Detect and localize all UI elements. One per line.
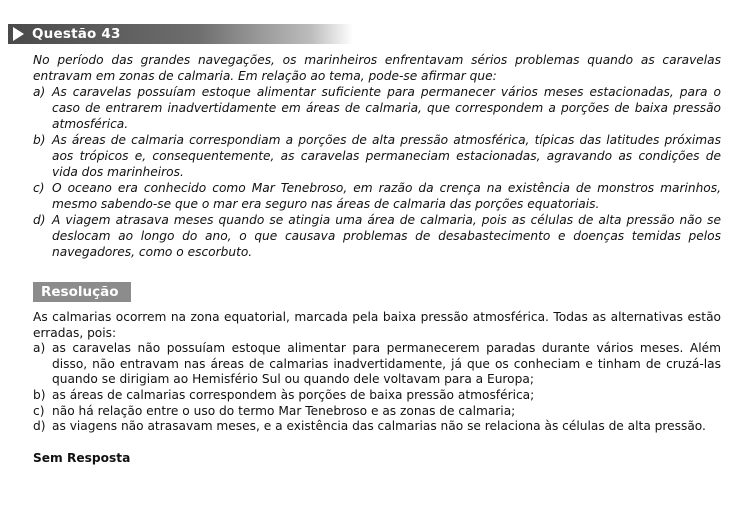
question-intro: No período das grandes navegações, os marinheiros enfrentavam sérios problemas quando as caravelas entravam em zonas de calmaria. Em relação ao tema, pode-se afirmar que: (33, 53, 721, 83)
option-text: A viagem atrasava meses quando se atingia uma área de calmaria, pois as células de alta pressão não se deslocam ao longo do ano, o que causava problemas de desabastecimento e doenças temidas pelos navegadores, como o escorbuto. (52, 213, 721, 259)
item-letter: c) (33, 403, 45, 418)
resolution-item-c (33, 404, 721, 420)
option-b (33, 132, 721, 180)
item-text: as áreas de calmarias correspondem às porções de baixa pressão atmosférica; (52, 387, 535, 402)
resolution-header: Resolução (33, 282, 131, 302)
item-letter: d) (33, 419, 46, 434)
option-d (33, 212, 721, 260)
resolution-item-d (33, 419, 721, 435)
item-text: as caravelas não possuíam estoque alimentar para permanecerem paradas durante vários meses. Além disso, não entravam nas áreas de calmarias inadvertidamente, já que os conheciam e tinham de cruzá-las quando se dirigiam ao Hemisfério Sul ou quando dele voltavam para a Europa; (52, 341, 721, 387)
resolution-item-b (33, 388, 721, 404)
option-letter: c) (33, 181, 45, 195)
option-text: O oceano era conhecido como Mar Tenebroso, em razão da crença na existência de monstros marinhos, mesmo sabendo-se que o mar era seguro nas áreas de calmaria das porções equatoriais. (52, 181, 721, 211)
resolution-intro: As calmarias ocorrem na zona equatorial, marcada pela baixa pressão atmosférica. Todas as alternativas estão erradas, pois: (33, 310, 721, 340)
answer-label: Sem Resposta (33, 451, 131, 465)
option-letter: a) (33, 85, 46, 99)
play-arrow-icon (13, 27, 24, 41)
question-body (33, 52, 721, 260)
question-title: Questão 43 (32, 26, 121, 42)
item-letter: a) (33, 341, 46, 356)
option-letter: b) (33, 133, 46, 147)
option-text: As caravelas possuíam estoque alimentar suficiente para permanecer vários meses estacionadas, para o caso de entrarem inadvertidamente em áreas de calmaria, que correspondem a porções de baixa pressão atmosférica. (52, 85, 721, 131)
item-text: não há relação entre o uso do termo Mar Tenebroso e as zonas de calmaria; (52, 403, 516, 418)
option-c (33, 180, 721, 212)
question-header (8, 24, 353, 44)
option-letter: d) (33, 213, 46, 227)
resolution-item-a (33, 341, 721, 388)
item-text: as viagens não atrasavam meses, e a existência das calmarias não se relaciona às células de alta pressão. (52, 419, 706, 434)
option-a (33, 84, 721, 132)
resolution-body (33, 310, 721, 435)
item-letter: b) (33, 387, 46, 402)
option-text: As áreas de calmaria correspondiam a porções de alta pressão atmosférica, típicas das latitudes próximas aos trópicos e, consequentemente, as caravelas permaneciam estacionadas, agravando as condições de vida dos marinheiros. (52, 133, 721, 179)
